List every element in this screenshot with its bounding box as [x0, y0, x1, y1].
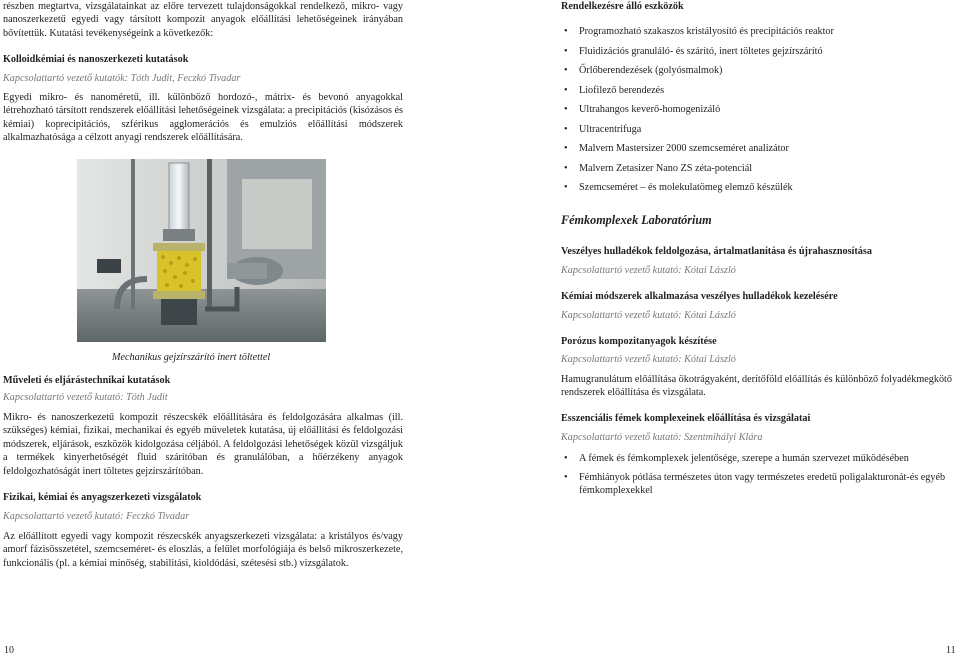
list-item: • Fémhiányok pótlása természetes úton vagy természetes eredetű poligalakturonát-és egyéb fémkomplexekkel — [564, 472, 946, 496]
bullet-icon: • — [564, 123, 568, 135]
section-title-colloid: Kolloidkémiai és nanoszerkezeti kutatások — [3, 54, 189, 65]
contact-chemical-methods: Kapcsolattartó vezető kutató: Kótai László — [561, 310, 736, 321]
page-number-left: 10 — [4, 645, 14, 656]
intro-paragraph: részben megtartva, vizsgálatainkat az előre tervezett tulajdonságokkal rendelkező, mikro- vagy nanoszerkezetű egyedi vagy társított kompozit anyagok előállítási lehetőségeinek irányában bővítettük. Kutatási tevékenységeink a következők: — [3, 1, 403, 39]
bullet-icon: • — [564, 453, 568, 464]
metal-complex-list — [561, 452, 953, 497]
section-title-chemical-methods: Kémiai módszerek alkalmazása veszélyes hulladékok kezelésére — [561, 291, 838, 302]
section-title-essential-metals: Esszenciális fémek komplexeinek előállítása és vizsgálatai — [561, 413, 811, 424]
body-physical-chemical: Az előállított egyedi vagy kompozit részecskék anyagszerkezeti vizsgálata: a kristályos és/vagy amorf fázisösszetétel, szemcseméret- és eloszlás, a felület morfológiája és belső mikroszerkezete, funkcionális (pl. a kémiai minőség, stabilitási, kioldódási, szétesési stb.) vizsgálatok. — [3, 531, 403, 569]
equipment-list — [561, 25, 960, 194]
contact-essential-metals: Kapcsolattartó vezető kutató: Szentmihályi Klára — [561, 432, 763, 443]
list-item: • Ultrahangos keverő-homogenizáló — [564, 104, 721, 115]
contact-hazardous-waste: Kapcsolattartó vezető kutató: Kótai László — [561, 265, 736, 276]
section-title-hazardous-waste: Veszélyes hulladékok feldolgozása, ártalmatlanítása és újrahasznosítása — [561, 246, 872, 257]
list-item: • Programozható szakaszos kristályosító és precipitációs reaktor — [564, 26, 834, 37]
body-unit-operations: Mikro- és nanoszerkezetű kompozit részecskék előállítására és feldolgozására alkalmas (ill. szükséges) kémiai, fizikai, mechanikai és egyéb műveletek kutatása, új előállítási és feldolgozási módszerek, eljárások, eszközök kidolgozása céljából. A feldolgozási lehetőségek közül vizsgáljuk a termékek kinyerhetőségét fluid szárítóban és granulálóban, a hőérzékeny anyagok feldolgozhatóságát inert töltetes gejzírszárítóban. — [3, 412, 403, 477]
list-item: • Őrlőberendezések (golyósmalmok) — [564, 65, 723, 76]
geyser-dryer-illustration — [77, 159, 326, 342]
list-item: • Fluidizációs granuláló- és szárító, inert töltetes gejzírszárító — [564, 45, 823, 57]
page-number-right: 11 — [946, 645, 956, 656]
bullet-icon: • — [564, 162, 568, 174]
list-item: • Szemcseméret – és molekulatömeg elemző készülék — [564, 182, 793, 193]
bullet-icon: • — [564, 104, 568, 115]
section-title-porous-composites: Porózus kompozitanyagok készítése — [561, 336, 717, 347]
photo-caption: Mechanikus gejzírszárító inert töltettel — [112, 352, 271, 363]
bullet-icon: • — [564, 182, 568, 193]
list-item: • Liofilező berendezés — [564, 84, 665, 96]
contact-porous-composites: Kapcsolattartó vezető kutató: Kótai László — [561, 354, 736, 365]
body-colloid: Egyedi mikro- és nanoméretű, ill. különböző hordozó-, mátrix- és bevonó anyagokkal létrehozható társított rendszerek előállítási lehetőségeinek vizsgálata: a precipitációs (kisózásos és kémiai) koprecipitációs, szférikus agglomerációs és emulziós előállítási módszerek alkalmazhatósága a célzott anyagi rendszerek előállítására. — [3, 92, 403, 144]
bullet-icon: • — [564, 472, 568, 483]
list-item: • Ultracentrifuga — [564, 123, 642, 135]
contact-unit-operations: Kapcsolattartó vezető kutató: Tóth Judit — [3, 392, 168, 403]
list-item: • Malvern Mastersizer 2000 szemcseméret analizátor — [564, 143, 789, 154]
list-item: • A fémek és fémkomplexek jelentősége, szerepe a humán szervezet működésében — [564, 453, 909, 464]
section-title-unit-operations: Műveleti és eljárástechnikai kutatások — [3, 375, 171, 386]
bullet-icon: • — [564, 26, 568, 37]
bullet-icon: • — [564, 65, 568, 76]
contact-colloid: Kapcsolattartó vezető kutatók: Tóth Judit, Feczkó Tivadar — [3, 73, 241, 84]
bullet-icon: • — [564, 143, 568, 154]
section-title-physical-chemical: Fizikai, kémiai és anyagszerkezeti vizsgálatok — [3, 492, 202, 503]
equipment-photo — [77, 159, 326, 342]
bullet-icon: • — [564, 84, 568, 96]
list-item: • Malvern Zetasizer Nano ZS zéta-potenciál — [564, 162, 753, 174]
body-porous-composites: Hamugranulátum előállítása ökotrágyaként, derítőföld előállítás és különböző folyadékmegkötő rendszerek előállítása és vizsgálata. — [561, 374, 952, 399]
lab-title: Fémkomplexek Laboratórium — [561, 213, 712, 227]
equipment-title: Rendelkezésre álló eszközök — [561, 1, 684, 12]
bullet-icon: • — [564, 45, 568, 57]
contact-physical-chemical: Kapcsolattartó vezető kutató: Feczkó Tivadar — [3, 511, 190, 522]
